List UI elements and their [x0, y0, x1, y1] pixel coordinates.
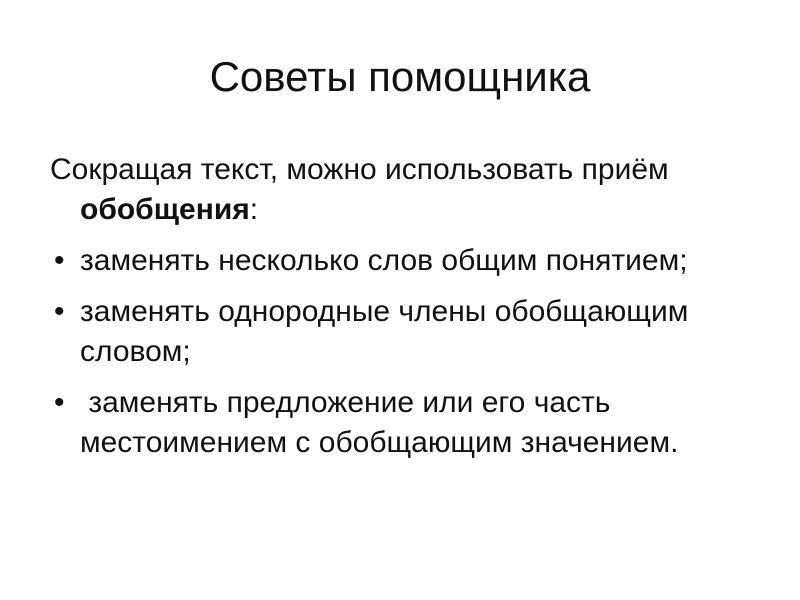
bullet-item: [50, 383, 750, 463]
intro-text-before: Сокращая текст, можно использовать приём: [50, 153, 669, 186]
bullet-text: заменять однородные члены обобщающим словом;: [80, 295, 689, 368]
bullet-item: [50, 241, 750, 281]
intro-text-after: :: [249, 193, 259, 226]
bullet-dot-icon: •: [54, 295, 65, 328]
intro-bold-term: обобщения: [80, 193, 250, 226]
bullet-dot-icon: •: [54, 386, 65, 419]
bullet-text: заменять предложение или его часть местоимением с обобщающим значением.: [80, 386, 679, 459]
bullet-dot-icon: •: [54, 244, 65, 277]
bullet-list: [50, 241, 750, 463]
slide-title: Советы помощника: [209, 53, 591, 100]
bullet-text: заменять несколько слов общим понятием;: [80, 244, 688, 277]
intro-paragraph: [50, 150, 750, 230]
slide-body: [50, 150, 750, 474]
bullet-item: [50, 292, 750, 372]
